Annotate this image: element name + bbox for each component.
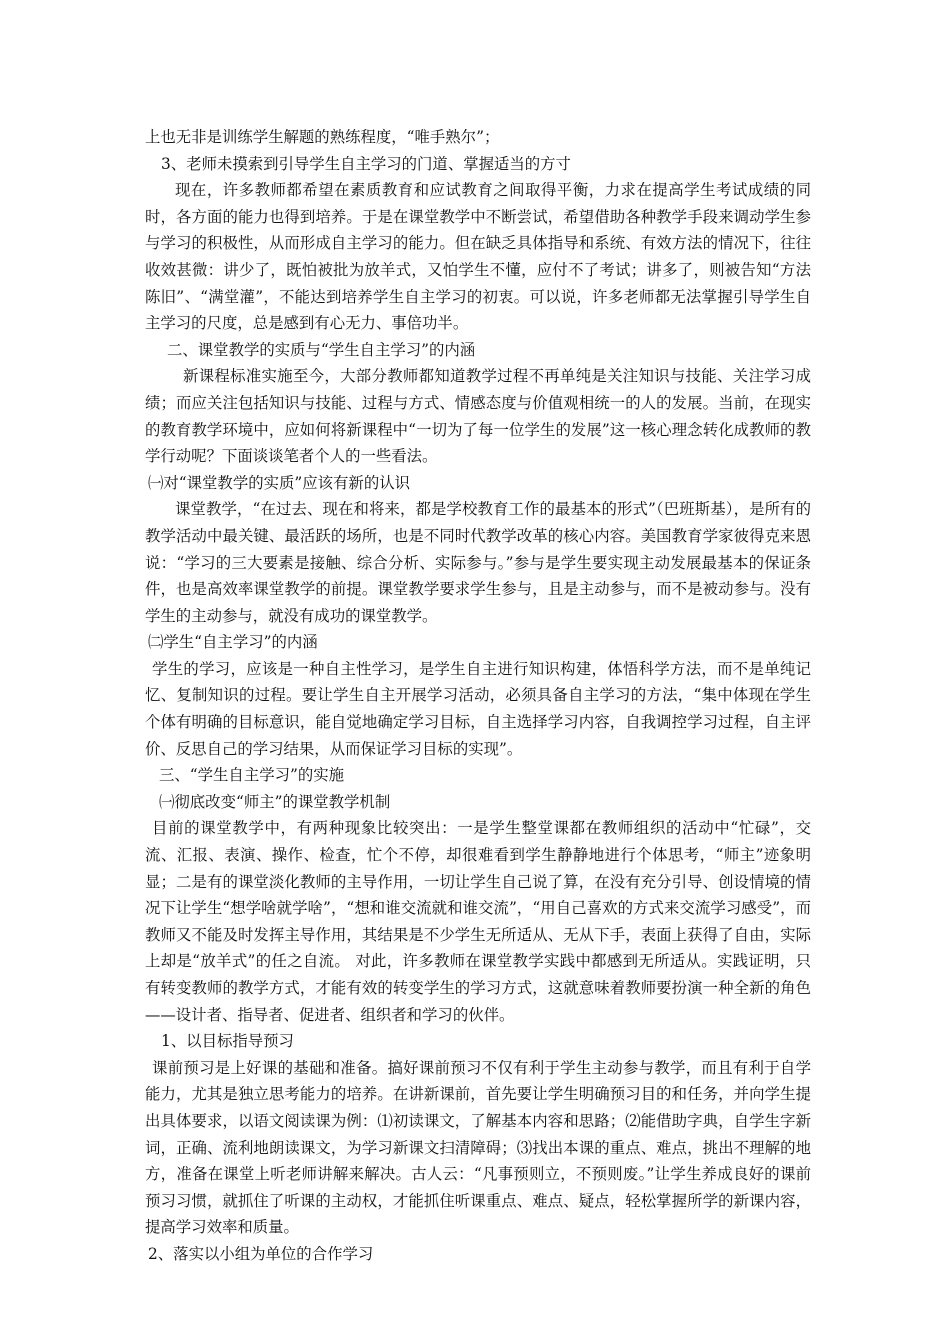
- paragraph-body: 学生的学习，应该是一种自主性学习，是学生自主进行知识构建，体悟科学方法，而不是单纯记忆、复制知识的过程。要让学生自主开展学习活动，必须具备自主学习的方法，“集中体现在学生个体有明确的目标意识，能自觉地确定学习目标，自主选择学习内容，自我调控学习过程，自主评价、反思自己的学习结果，从而保证学习目标的实现”。: [145, 659, 811, 758]
- paragraph-body: 现在，许多教师都希望在素质教育和应试教育之间取得平衡，力求在提高学生考试成绩的同时，各方面的能力也得到培养。于是在课堂教学中不断尝试，希望借助各种教学手段来调动学生参与学习的积极性，从而形成自主学习的能力。但在缺乏具体指导和系统、有效方法的情况下，往往收效甚微：讲少了，既怕被批为放羊式，又怕学生不懂，应付不了考试；讲多了，则被告知“方法陈旧”、“满堂灌”，不能达到培养学生自主学习的初衷。可以说，许多老师都无法掌握引导学生自主学习的尺度，总是感到有心无力、事倍功半。: [145, 181, 811, 333]
- heading-point-3: 3、老师未摸索到引导学生自主学习的门道、掌握适当的方寸: [161, 154, 571, 173]
- section-heading-3: 三、“学生自主学习”的实施: [159, 766, 345, 785]
- document-body: [145, 124, 811, 1268]
- point-heading-1: 1、以目标指导预习: [161, 1032, 294, 1051]
- paragraph-body: 目前的课堂教学中，有两种现象比较突出：一是学生整堂课都在教师组织的活动中“忙碌”，交流、汇报、表演、操作、检查，忙个不停，却很难看到学生静静地进行个体思考，“师主”迹象明显；二是有的课堂淡化教师的主导作用，一切让学生自己说了算，在没有充分引导、创设情境的情况下让学生“想学啥就学啥”，“想和谁交流就和谁交流”，“用自己喜欢的方式来交流学习感受”，而教师又不能及时发挥主导作用，其结果是不少学生无所适从、无从下手，表面上获得了自由，实际上却是“放羊式”的任之自流。 对此，许多教师在课堂教学实践中都感到无所适从。实践证明，只有转变教师的教学方式，才能有效的转变学生的学习方式，这就意味着教师要扮演一种全新的角色——设计者、指导者、促进者、组织者和学习的伙伴。: [145, 819, 811, 1024]
- point-heading-2: 2、落实以小组为单位的合作学习: [148, 1244, 374, 1263]
- paragraph-body: 课堂教学，“在过去、现在和将来，都是学校教育工作的最基本的形式”（巴班斯基），是所有的教学活动中最关键、最活跃的场所，也是不同时代教学改革的核心内容。美国教育学家彼得克来恩说：“学习的三大要素是接触、综合分析、实际参与。”参与是学生要实现主动发展最基本的保证条件，也是高效率课堂教学的前提。课堂教学要求学生参与，且是主动参与，而不是被动参与。没有学生的主动参与，就没有成功的课堂教学。: [145, 500, 811, 625]
- paragraph-body: 课前预习是上好课的基础和准备。搞好课前预习不仅有利于学生主动参与教学，而且有利于自学能力，尤其是独立思考能力的培养。在讲新课前，首先要让学生明确预习目的和任务，并向学生提出具体要求，以语文阅读课为例：⑴初读课文，了解基本内容和思路；⑵能借助字典，自学生字新词，正确、流利地朗读课文，为学习新课文扫清障碍；⑶找出本课的重点、难点，挑出不理解的地方，准备在课堂上听老师讲解来解决。古人云：“凡事预则立，不预则废。”让学生养成良好的课前预习习惯，就抓住了听课的主动权，才能抓住听课重点、难点、疑点，轻松掌握所学的新课内容，提高学习效率和质量。: [145, 1058, 811, 1237]
- paragraph-continuation: 上也无非是训练学生解题的熟练程度，“唯手熟尔”；: [145, 128, 500, 146]
- section-heading-2: 二、课堂教学的实质与“学生自主学习”的内涵: [167, 340, 476, 359]
- subsection-heading-1: ㈠彻底改变“师主”的课堂教学机制: [159, 792, 391, 811]
- paragraph-body: 新课程标准实施至今，大部分教师都知道教学过程不再单纯是关注知识与技能、关注学习成绩；而应关注包括知识与技能、过程与方式、情感态度与价值观相统一的人的发展。当前，在现实的教育教学环境中，应如何将新课程中“一切为了每一位学生的发展”这一核心理念转化成教师的教学行动呢？下面谈谈笔者个人的一些看法。: [145, 367, 811, 466]
- subsection-heading-2: ㈡学生“自主学习”的内涵: [148, 633, 318, 652]
- subsection-heading-1: ㈠对“课堂教学的实质”应该有新的认识: [148, 473, 410, 492]
